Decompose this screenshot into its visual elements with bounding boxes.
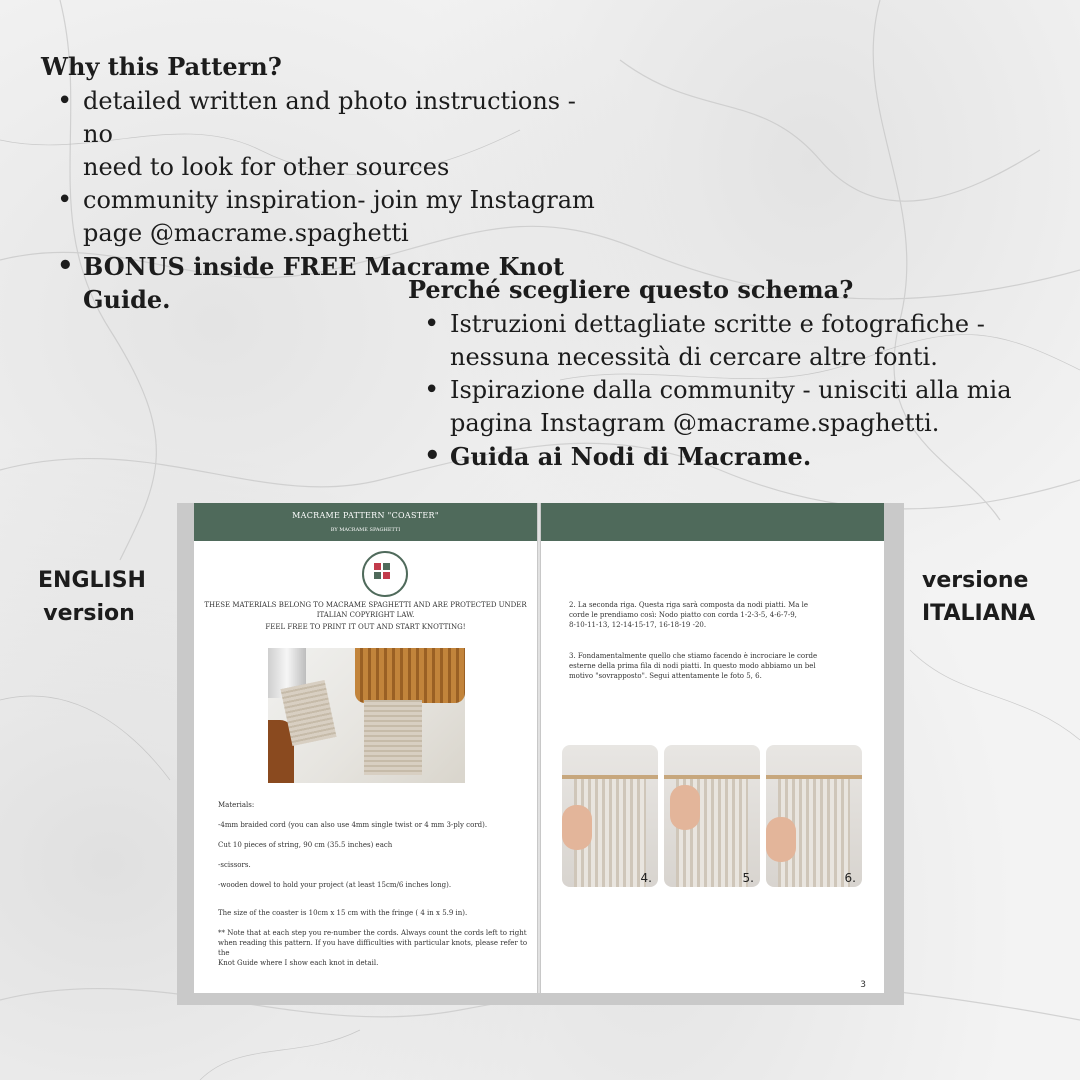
material-item: -4mm braided cord (you can also use 4mm single twist or 4 mm 3-ply cord). — [218, 821, 488, 829]
print-note: FEEL FREE TO PRINT IT OUT AND START KNOTTING! — [265, 623, 466, 631]
left-header-band — [194, 503, 537, 541]
left-page — [194, 503, 537, 993]
brand-logo — [362, 551, 408, 597]
step-line: motivo "sovrapposto". Segui attentamente le foto 5, 6. — [569, 672, 762, 680]
book-mockup — [177, 503, 904, 1005]
note-line: ** Note that at each step you re-number the cords. Always count the cords left to right — [218, 929, 527, 937]
material-item: -wooden dowel to hold your project (at least 15cm/6 inches long). — [218, 881, 452, 889]
list-line: pagina Instagram @macrame.spaghetti. — [450, 409, 940, 437]
list-line: Istruzioni dettagliate scritte e fotografiche - — [450, 310, 985, 338]
english-version-label — [38, 564, 146, 630]
note-line: Knot Guide where I show each knot in detail. — [218, 959, 379, 967]
list-line: BONUS inside FREE Macrame Knot Guide. — [83, 252, 565, 314]
right-header-band — [541, 503, 884, 541]
step-photo-6 — [766, 745, 862, 887]
page-number: 3 — [860, 980, 866, 990]
size-note: The size of the coaster is 10cm x 15 cm with the fringe ( 4 in x 5.9 in). — [218, 909, 468, 917]
label-line: version — [43, 601, 135, 626]
step-line: 3. Fondamentalmente quello che stiamo facendo è incrociare le corde — [569, 652, 818, 660]
list-line: page @macrame.spaghetti — [83, 219, 409, 247]
english-heading: Why this Pattern? — [41, 52, 282, 81]
italian-list — [408, 308, 1048, 473]
material-item: Cut 10 pieces of string, 90 cm (35.5 inches) each — [218, 841, 393, 849]
list-line: detailed written and photo instructions - no — [83, 87, 576, 148]
notice-line: ITALIAN COPYRIGHT LAW. — [316, 611, 415, 619]
step-line: esterne della prima fila di nodi piatti. In questo modo abbiamo un bel — [569, 662, 816, 670]
italian-section — [408, 274, 1048, 473]
photo-number: 6. — [844, 871, 856, 885]
material-item: -scissors. — [218, 861, 251, 869]
label-line: ITALIANA — [922, 601, 1036, 626]
list-item — [450, 308, 1048, 374]
step-line: 2. La seconda riga. Questa riga sarà composta da nodi piatti. Ma le — [569, 601, 809, 609]
italian-version-label — [922, 564, 1035, 630]
copyright-notice — [204, 600, 527, 620]
label-line: ENGLISH — [38, 568, 146, 593]
notice-line: THESE MATERIALS BELONG TO MACRAME SPAGHETTI AND ARE PROTECTED UNDER — [204, 601, 527, 609]
italian-heading: Perché scegliere questo schema? — [408, 275, 854, 304]
photo-number: 5. — [742, 871, 754, 885]
list-item — [450, 440, 1048, 473]
step-line: corde le prendiamo così: Nodo piatto con corda 1-2-3-5, 4-6-7-9, — [569, 611, 797, 619]
re-number-note — [218, 928, 537, 968]
coaster-photo — [268, 648, 465, 783]
materials-title: Materials: — [218, 801, 255, 809]
step-line: 8-10-11-13, 12-14-15-17, 16-18-19 -20. — [569, 621, 707, 629]
label-line: versione — [922, 568, 1029, 593]
photo-number: 4. — [640, 871, 652, 885]
list-item — [450, 374, 1048, 440]
step-photo-4 — [562, 745, 658, 887]
note-line: when reading this pattern. If you have difficulties with particular knots, please refer to the — [218, 939, 528, 957]
book-subtitle: BY MACRAME SPAGHETTI — [330, 527, 401, 533]
list-line: Guida ai Nodi di Macrame. — [450, 442, 812, 471]
book-title: MACRAME PATTERN "COASTER" — [292, 511, 439, 520]
step-2-text — [569, 600, 869, 630]
list-line: community inspiration- join my Instagram — [83, 186, 595, 214]
list-item — [83, 184, 601, 250]
list-line: nessuna necessità di cercare altre fonti. — [450, 343, 938, 371]
list-item — [83, 85, 601, 184]
list-line: Ispirazione dalla community - unisciti alla mia — [450, 376, 1012, 404]
step-photo-5 — [664, 745, 760, 887]
list-line: need to look for other sources — [83, 153, 450, 181]
right-page — [541, 503, 884, 993]
step-3-text — [569, 651, 869, 681]
